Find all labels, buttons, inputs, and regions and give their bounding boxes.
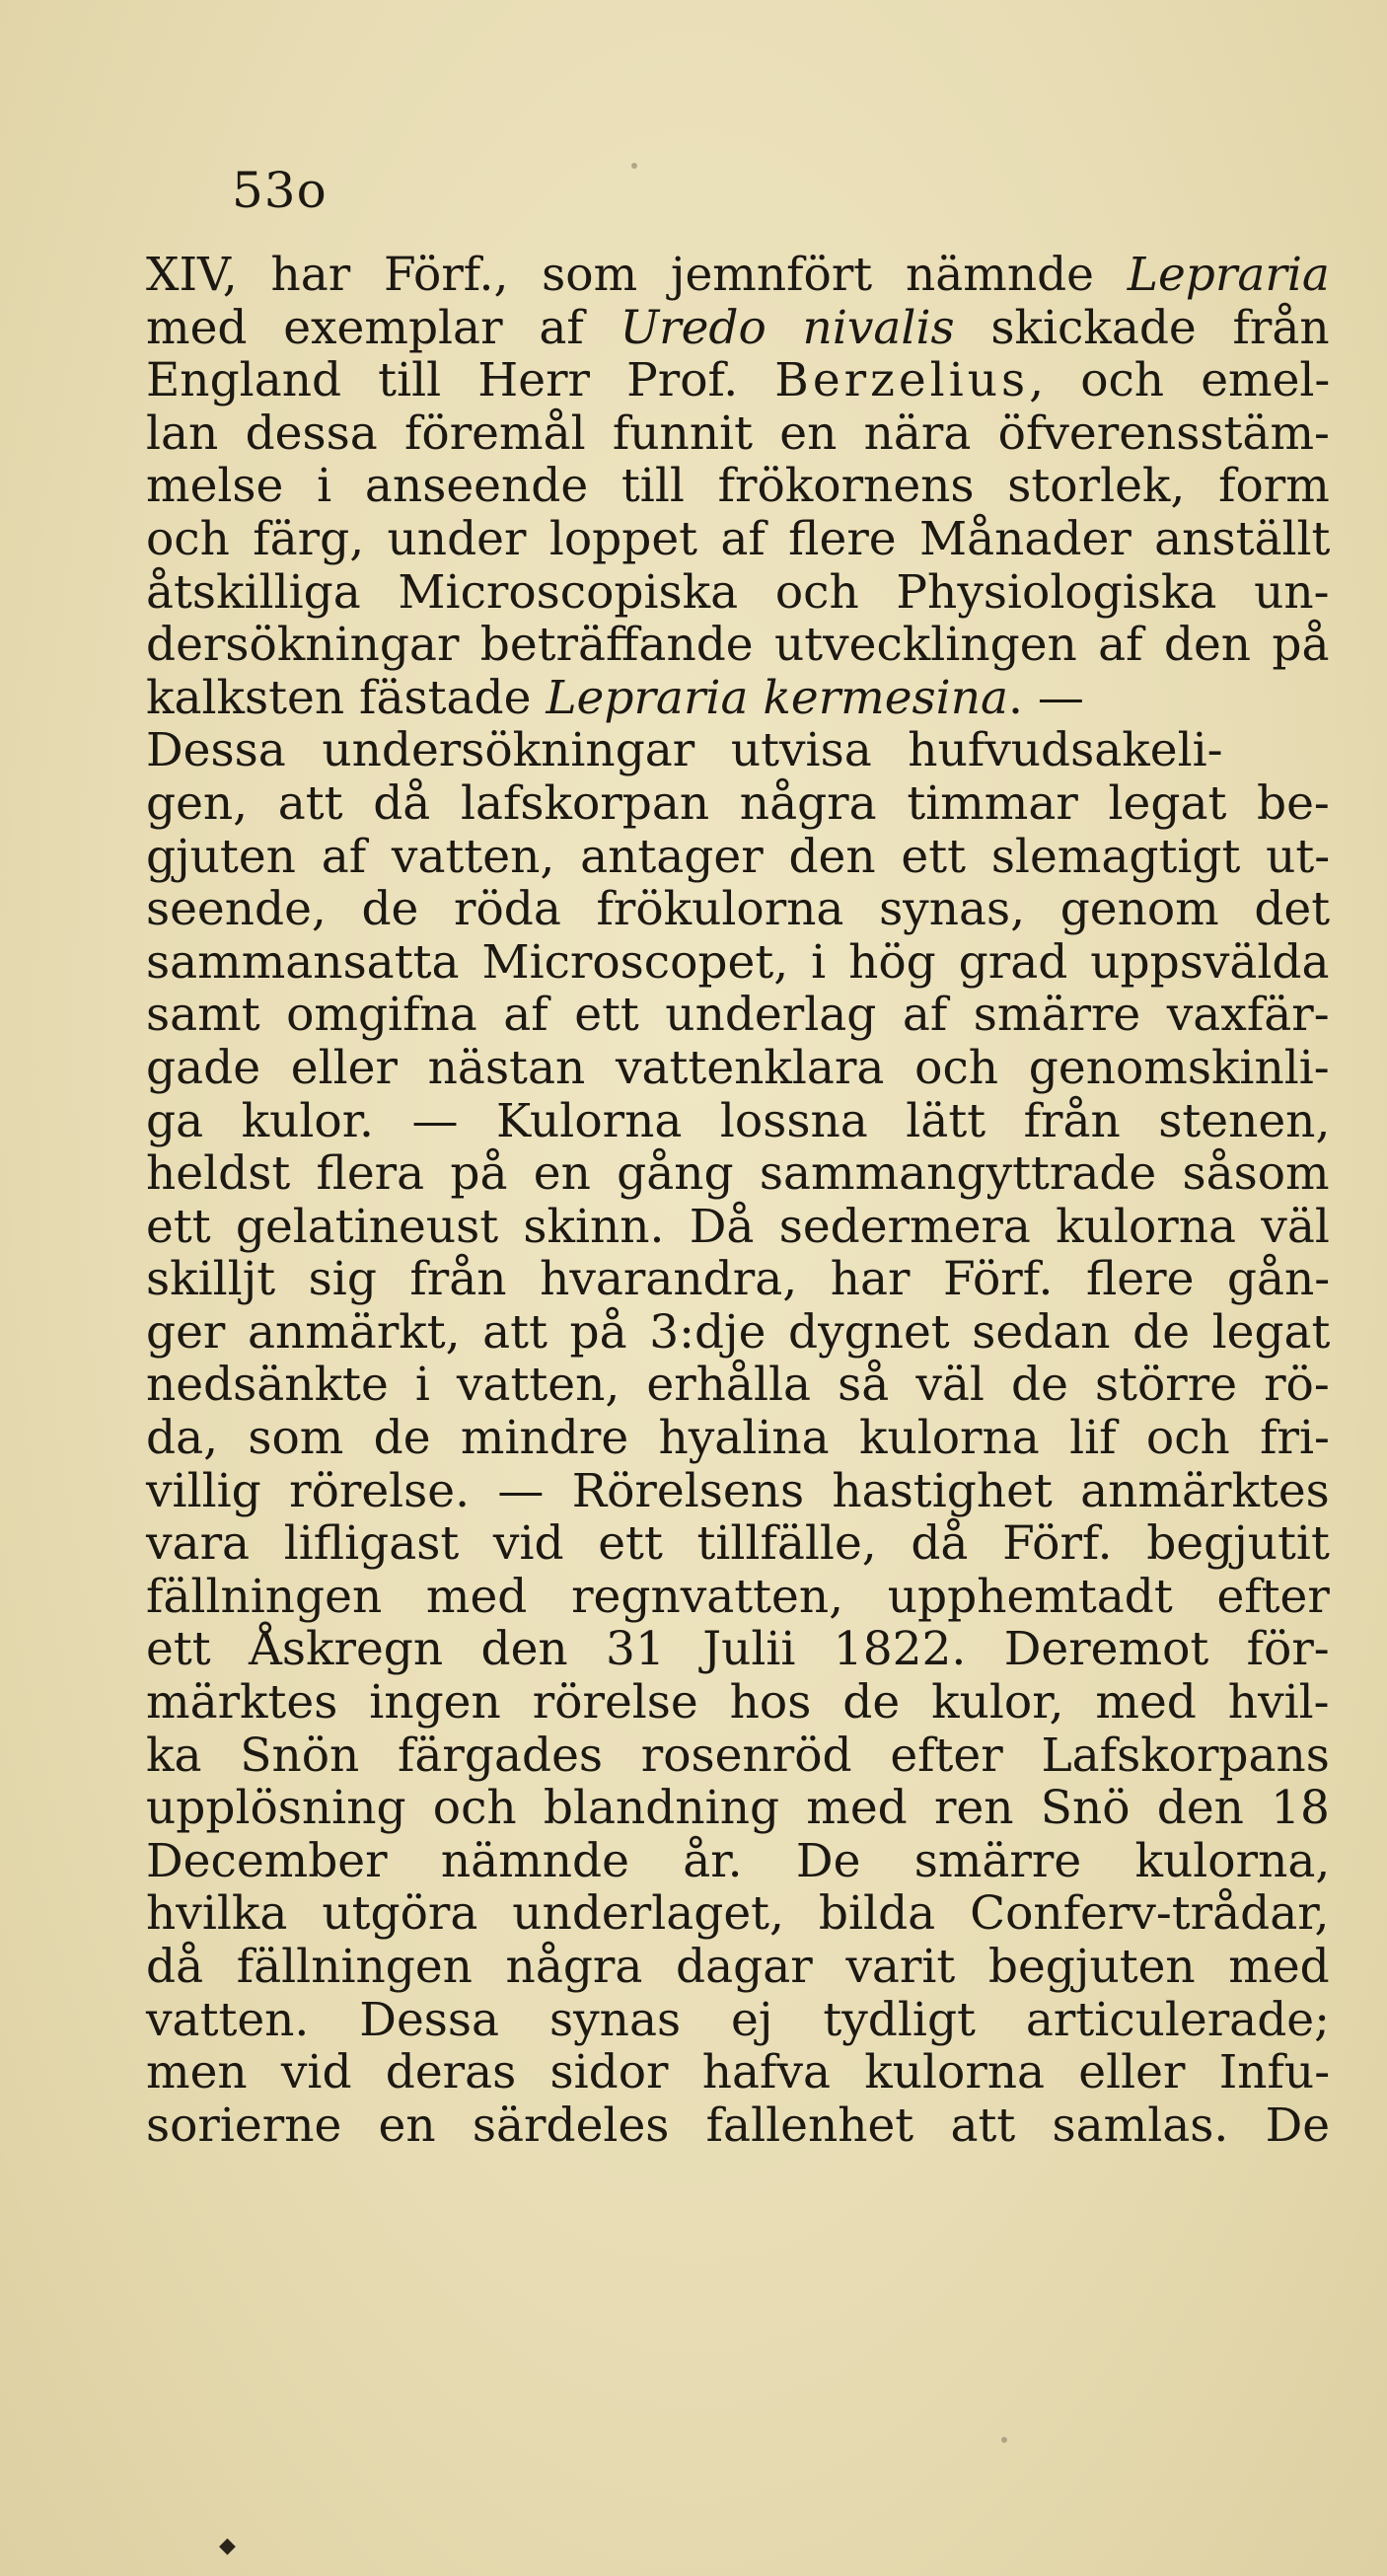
text-run: nedsänkte i vatten, erhålla så väl de större rö- xyxy=(146,1358,1330,1413)
text-run: men vid deras sidor hafva kulorna eller Infu- xyxy=(146,2045,1331,2100)
text-line xyxy=(146,989,1330,1042)
text-line xyxy=(146,831,1330,884)
paper-speck xyxy=(1001,2437,1007,2443)
text-line xyxy=(146,1147,1330,1201)
text-line xyxy=(146,1941,1330,1994)
text-run: ka Snön färgades rosenröd efter Lafskorpans xyxy=(146,1728,1330,1783)
text-line xyxy=(146,1253,1330,1306)
text-line xyxy=(146,302,1330,355)
text-run: sammansatta Microscopet, i hög grad uppsvälda xyxy=(146,934,1330,990)
text-run: da, som de mindre hyalina kulorna lif och fri- xyxy=(146,1411,1330,1466)
text-line xyxy=(146,566,1330,620)
text-line xyxy=(146,407,1330,461)
text-line xyxy=(146,354,1330,407)
text-line xyxy=(146,1782,1330,1835)
text-line xyxy=(146,513,1330,566)
text-line xyxy=(146,249,1330,302)
text-run: . — xyxy=(1008,670,1084,725)
text-line xyxy=(146,777,1330,831)
text-line xyxy=(146,1201,1330,1254)
text-run: hvilka utgöra underlaget, bilda Conferv-trådar, xyxy=(146,1886,1330,1942)
text-line xyxy=(146,1887,1330,1941)
text-line xyxy=(146,936,1330,990)
text-run: England till Herr Prof. xyxy=(146,353,775,408)
text-run: märktes ingen rörelse hos de kulor, med hvil- xyxy=(146,1675,1330,1730)
text-run: heldst flera på en gång sammangyttrade såsom xyxy=(146,1146,1330,1202)
text-line xyxy=(146,1517,1330,1571)
text-run: ger anmärkt, att på 3:dje dygnet sedan de legat xyxy=(146,1304,1331,1360)
text-line xyxy=(146,1306,1330,1360)
text-line xyxy=(146,724,1330,777)
text-line xyxy=(146,2046,1330,2099)
text-line xyxy=(146,1994,1330,2047)
text-line xyxy=(146,672,1330,725)
italic-term: Uredo nivalis xyxy=(620,300,955,355)
text-run: ett Åskregn den 31 Julii 1822. Deremot för- xyxy=(146,1622,1330,1677)
text-run: lan dessa föremål funnit en nära öfverensstäm- xyxy=(146,405,1330,461)
spaced-name: Berzelius xyxy=(774,353,1030,408)
text-line xyxy=(146,619,1330,672)
text-run: seende, de röda frökulorna synas, genom det xyxy=(146,882,1331,937)
text-run: December nämnde år. De smärre kulorna, xyxy=(146,1833,1331,1888)
page-number: 53o xyxy=(232,162,328,219)
text-run: XIV, har Förf., som jemnfört nämnde xyxy=(146,248,1128,302)
text-line xyxy=(146,460,1330,513)
text-line xyxy=(146,1412,1330,1465)
text-run: då fällningen några dagar varit begjuten med xyxy=(146,1940,1330,1994)
text-run: ett gelatineust skinn. Då sedermera kulorna väl xyxy=(146,1199,1330,1254)
text-run: Dessa undersökningar utvisa hufvudsakeli- xyxy=(146,723,1223,778)
text-run: med exemplar af xyxy=(146,300,620,355)
text-line xyxy=(146,1095,1330,1148)
text-line xyxy=(146,1465,1330,1518)
printer-mark-icon: ◆ xyxy=(219,2534,236,2558)
text-run: vatten. Dessa synas ej tydligt articulerade; xyxy=(146,1992,1330,2047)
text-line xyxy=(146,1730,1330,1783)
text-line xyxy=(146,883,1330,936)
text-run: fällningen med regnvatten, upphemtadt efter xyxy=(146,1569,1330,1624)
text-run: gade eller nästan vattenklara och genomskinli- xyxy=(146,1040,1330,1095)
text-run: åtskilliga Microscopiska och Physiologiska un- xyxy=(146,564,1330,620)
text-line xyxy=(146,1359,1330,1412)
italic-term: Lepraria xyxy=(1127,248,1330,302)
paper-speck xyxy=(631,163,637,169)
text-run: sorierne en särdeles fallenhet att samlas. De xyxy=(146,2098,1331,2153)
text-line xyxy=(146,1623,1330,1676)
text-run: kalksten fästade xyxy=(146,670,547,725)
text-run: ga kulor. — Kulorna lossna lätt från stenen, xyxy=(146,1093,1331,1148)
text-run: skickade från xyxy=(954,300,1330,355)
text-line xyxy=(146,1042,1330,1095)
text-run: , och emel- xyxy=(1029,353,1331,408)
text-run: vara lifligast vid ett tillfälle, då Förf. begjutit xyxy=(146,1516,1330,1572)
body-text xyxy=(146,249,1330,2152)
text-line xyxy=(146,1835,1330,1888)
text-run: gjuten af vatten, antager den ett slemagtigt ut- xyxy=(146,829,1331,884)
text-run: villig rörelse. — Rörelsens hastighet anmärktes xyxy=(146,1463,1330,1518)
text-line xyxy=(146,2099,1330,2153)
italic-term: Lepraria kermesina xyxy=(546,670,1008,725)
text-run: och färg, under loppet af flere Månader anställt xyxy=(146,511,1331,566)
text-line xyxy=(146,1676,1330,1730)
text-run: gen, att då lafskorpan några timmar legat be- xyxy=(146,775,1330,831)
text-run: melse i anseende till frökornens storlek, form xyxy=(146,459,1330,514)
text-run: upplösning och blandning med ren Snö den 18 xyxy=(146,1781,1330,1836)
text-line xyxy=(146,1571,1330,1624)
text-run: dersökningar beträffande utvecklingen af den på xyxy=(146,618,1330,673)
text-run: samt omgifna af ett underlag af smärre vaxfär- xyxy=(146,988,1330,1043)
text-run: skilljt sig från hvarandra, har Förf. flere gån- xyxy=(146,1252,1331,1307)
